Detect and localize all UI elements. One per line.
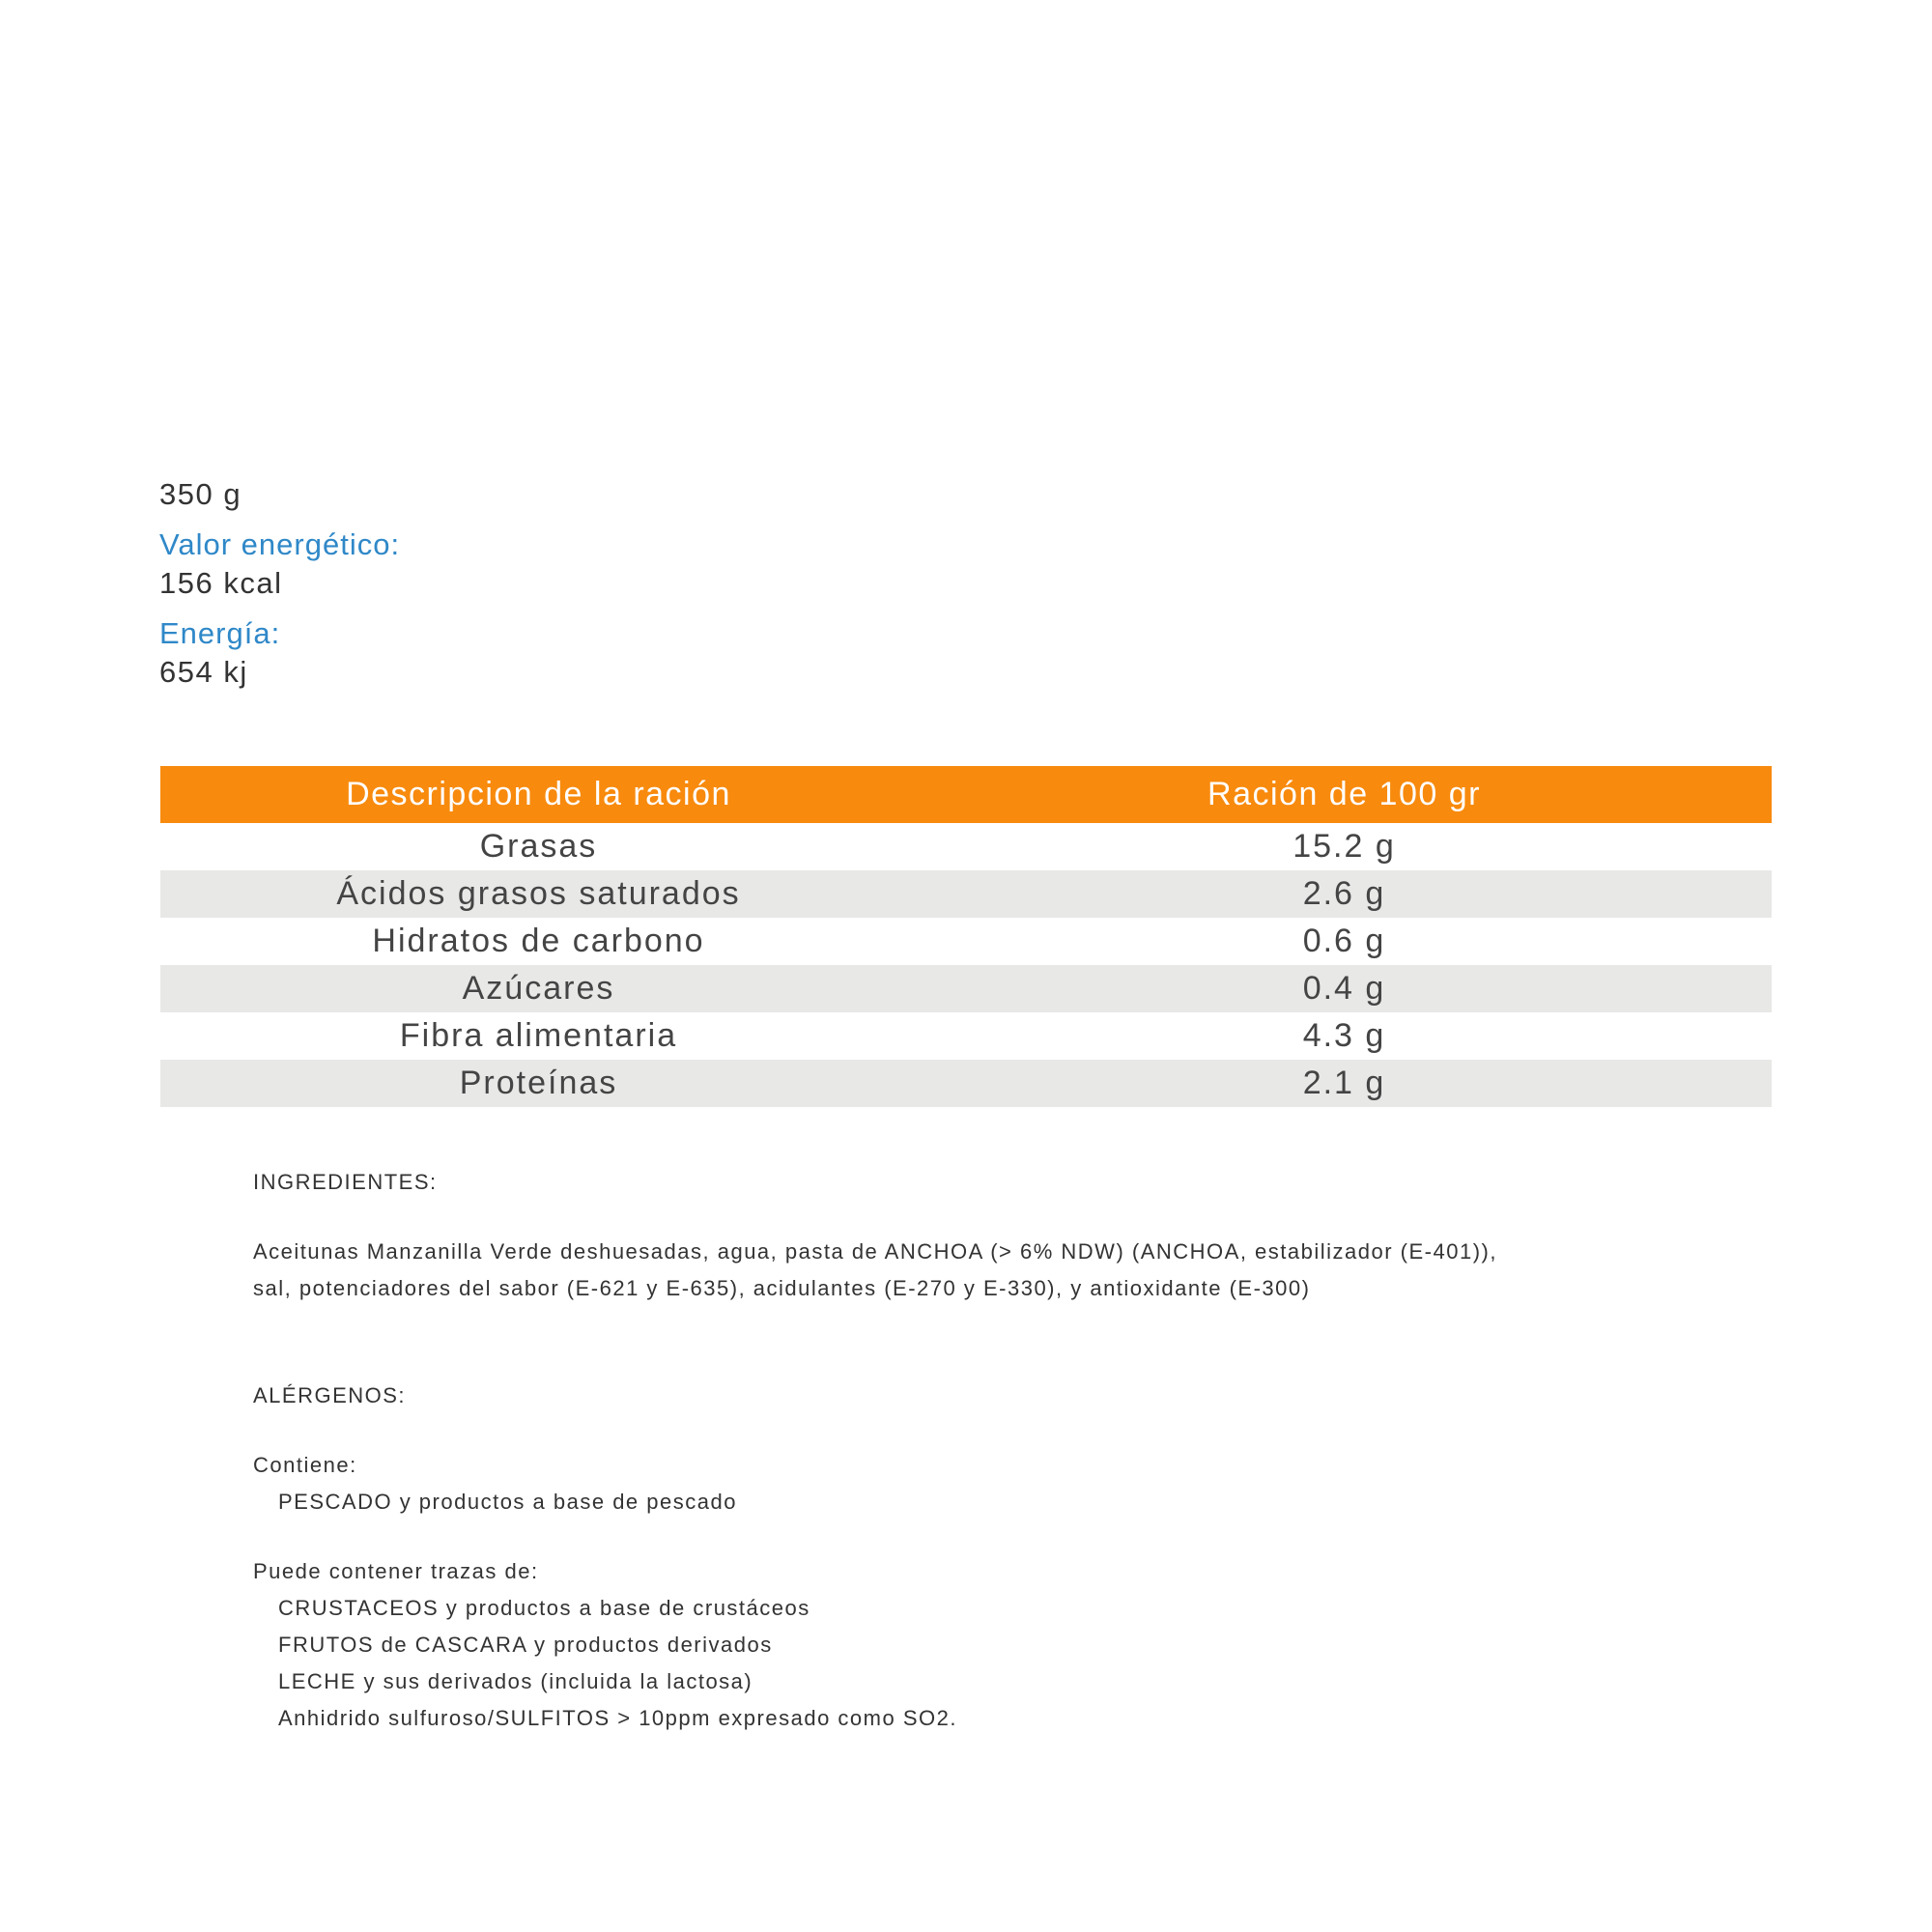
trace-item: Anhidrido sulfuroso/SULFITOS > 10ppm expresado como SO2. (278, 1706, 957, 1730)
energy-value-label: Valor energético: (159, 527, 401, 561)
contains-label: Contiene: (253, 1453, 357, 1477)
allergen-item: PESCADO y productos a base de pescado (278, 1490, 737, 1514)
table-row (160, 965, 1772, 1012)
nutrient-name: Ácidos grasos saturados (160, 870, 917, 918)
energy-label: Energía: (159, 616, 281, 650)
ingredients-heading: INGREDIENTES: (253, 1170, 438, 1194)
nutrient-value: 0.6 g (1302, 923, 1386, 959)
trace-item: CRUSTACEOS y productos a base de crustáceos (278, 1596, 810, 1620)
nutrient-value: 2.6 g (917, 870, 1772, 918)
table-row (160, 1060, 1772, 1107)
nutrient-name: Proteínas (160, 1060, 917, 1107)
table-header-row (160, 766, 1772, 823)
ingredients-text-line: sal, potenciadores del sabor (E-621 y E-635), acidulantes (E-270 y E-330), y antioxidante (E-300) (253, 1276, 1311, 1300)
product-details (253, 1164, 1702, 1737)
allergens-heading: ALÉRGENOS: (253, 1383, 407, 1407)
nutrient-name: Hidratos de carbono (372, 923, 705, 959)
header-serving: Ración de 100 gr (917, 766, 1772, 823)
header-description: Descripcion de la ración (160, 766, 917, 823)
nutrient-value: 15.2 g (1293, 828, 1396, 865)
nutrient-name: Fibra alimentaria (399, 1017, 678, 1054)
table-row (160, 918, 1772, 965)
trace-item: LECHE y sus derivados (incluida la lactosa) (278, 1669, 753, 1693)
trace-item: FRUTOS de CASCARA y productos derivados (278, 1633, 773, 1657)
table-row (160, 823, 1772, 870)
nutrient-name: Grasas (479, 828, 598, 865)
table-row (160, 870, 1772, 918)
energy-value: 156 kcal (159, 566, 283, 600)
traces-label: Puede contener trazas de: (253, 1559, 539, 1583)
ingredients-text-line: Aceitunas Manzanilla Verde deshuesadas, agua, pasta de ANCHOA (> 6% NDW) (ANCHOA, estabilizador (E-401)), (253, 1239, 1497, 1264)
table-row (160, 1012, 1772, 1060)
nutrition-table (160, 766, 1772, 1107)
nutrient-value: 2.1 g (917, 1060, 1772, 1107)
nutrient-value: 0.4 g (917, 965, 1772, 1012)
nutrient-name: Azúcares (160, 965, 917, 1012)
nutrition-summary (159, 475, 932, 692)
nutrient-value: 4.3 g (1302, 1017, 1386, 1054)
net-weight: 350 g (159, 477, 242, 511)
energy-kj-value: 654 kj (159, 655, 248, 689)
